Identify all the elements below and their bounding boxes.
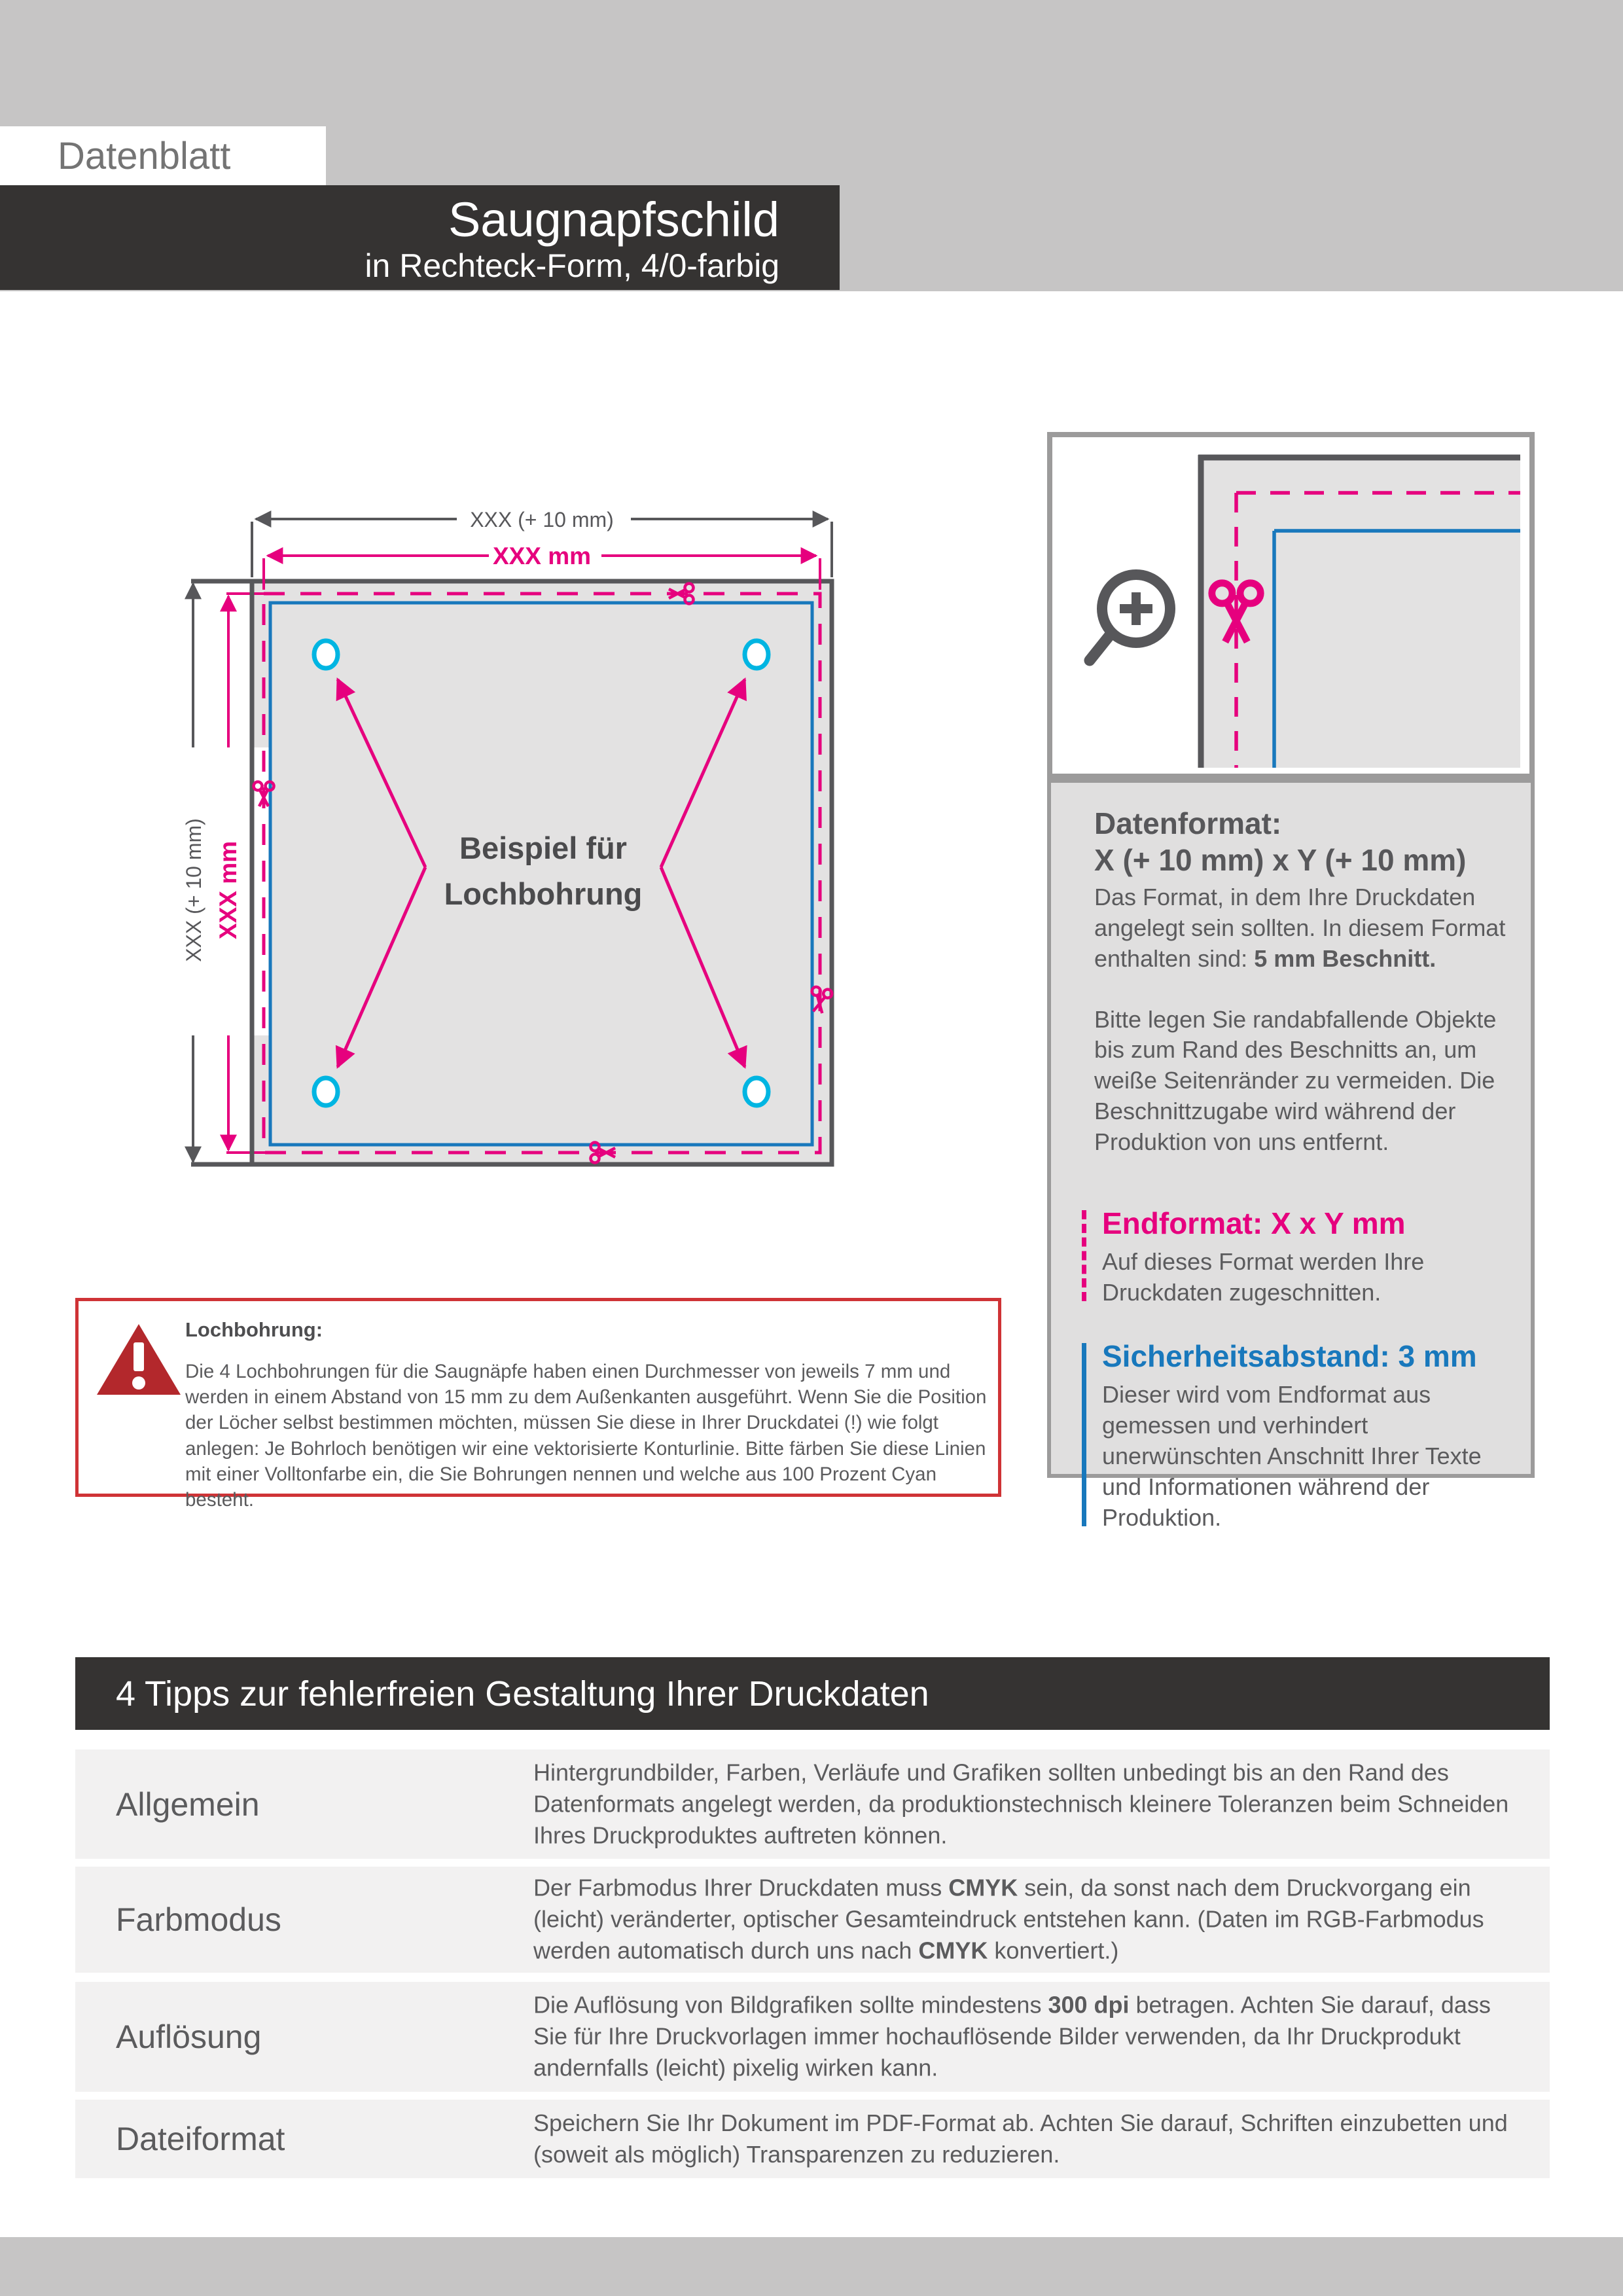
tip-row-farbmodus [75, 1867, 1550, 1973]
datenformat-heading: Datenformat: [1094, 806, 1282, 840]
drill-hole [314, 641, 338, 668]
endformat-heading: Endformat: X x Y mm [1102, 1206, 1406, 1240]
dim-label-inner-height: XXX mm [215, 840, 241, 940]
format-diagram [164, 497, 857, 1178]
tip-body: Speichern Sie Ihr Dokument im PDF-Format ab. Achten Sie darauf, Schriften einzubetten und (soweit als möglich) Transparenzen zu reduzieren. [533, 2109, 1508, 2168]
lochbohrung-warning-box [75, 1298, 1001, 1511]
tip-body: Hintergrundbilder, Farben, Verläufe und Grafiken sollten unbedingt bis an den Rand des Datenformats angelegt werden, da produktionstechnisch kleinere Toleranzen beim Schneiden Ihres Druckproduktes auftreten können. [533, 1759, 1509, 1849]
zoom-detail-illustration [1052, 437, 1529, 774]
page-title: Saugnapfschild [448, 192, 779, 247]
tip-body: Die Auflösung von Bildgrafiken sollte mindestens 300 dpi betragen. Achten Sie darauf, dass Sie für Ihre Druckvorlagen immer hochauflösende Bilder verwenden, da Ihr Druckprodukt andernfalls (leicht) pixelig wirken kann. [533, 1991, 1491, 2082]
sicherheitsabstand-heading: Sicherheitsabstand: 3 mm [1102, 1339, 1477, 1374]
dim-label-inner-width: XXX mm [492, 543, 592, 569]
dim-label-outer-height: XXX (+ 10 mm) [182, 818, 205, 962]
tip-label: Auflösung [116, 2018, 262, 2055]
bleed-paragraph: Bitte legen Sie randabfallende Objekte bis zum Rand des Beschnitts an, um weiße Seitenränder zu vermeiden. Die Beschnittzugabe wird während der Produktion von uns entfernt. [1094, 1005, 1497, 1155]
kicker-label: Datenblatt [58, 134, 231, 177]
warning-paragraph: Die 4 Lochbohrungen für die Saugnäpfe haben einen Durchmesser von jeweils 7 mm und werden in einem Abstand von 15 mm zu dem Außenkanten ausgeführt. Wenn Sie die Position der Löcher selbst bestimmen möchten, müssen Sie diese in Ihrer Druckdatei (!) wie folgt anlegen: Je Bohrloch benötigen wir eine vektorisierte Konturlinie. Bitte färben Sie diese Linien mit einer Volltonfarbe ein, die Sie Bohrungen nennen und welche aus 100 Prozent Cyan besteht. [185, 1361, 987, 1511]
tips-banner [75, 1657, 1550, 1730]
zoom-detail-box [1047, 432, 1535, 779]
drill-hole [314, 1078, 338, 1105]
warning-heading: Lochbohrung: [185, 1318, 323, 1341]
dim-label-outer-width: XXX (+ 10 mm) [470, 508, 614, 531]
diagram-center-label: Lochbohrung [444, 876, 643, 911]
datenformat-paragraph: Das Format, in dem Ihre Druckdaten angelegt sein sollten. In diesem Format enthalten sind: 5 mm Beschnitt. [1094, 884, 1506, 972]
warning-triangle-icon [95, 1322, 183, 1397]
tips-banner-label: 4 Tipps zur fehlerfreien Gestaltung Ihrer Druckdaten [116, 1674, 929, 1713]
bleed-area [252, 581, 832, 1164]
datenformat-formula: X (+ 10 mm) x Y (+ 10 mm) [1094, 843, 1467, 878]
footer-gray-band [0, 2237, 1623, 2296]
tip-row-dateiformat [75, 2100, 1550, 2178]
tip-row-aufloesung [75, 1982, 1550, 2092]
tip-label: Dateiformat [116, 2121, 285, 2157]
info-panel [1047, 779, 1535, 1531]
sicherheitsabstand-paragraph: Dieser wird vom Endformat aus gemessen und verhindert unerwünschten Anschnitt Ihrer Texte und Informationen während der Produktion. [1102, 1381, 1482, 1531]
magnifier-plus-icon [1090, 575, 1170, 660]
tip-label: Farbmodus [116, 1901, 281, 1938]
title-banner [0, 185, 840, 290]
diagram-center-label: Beispiel für [459, 831, 627, 865]
endformat-block [1094, 1205, 1511, 1308]
tip-body: Der Farbmodus Ihrer Druckdaten muss CMYK sein, da sonst nach dem Druckvorgang ein (leicht) veränderter, optischer Gesamteindruck entstehen kann. (Daten im RGB-Farbmodus werden automatisch durch uns nach CMYK konvertiert.) [533, 1874, 1484, 1965]
sicherheitsabstand-block [1094, 1338, 1511, 1533]
tip-label: Allgemein [116, 1785, 260, 1823]
tip-row-allgemein [75, 1749, 1550, 1859]
drill-hole [745, 1078, 768, 1105]
drill-hole [745, 641, 768, 668]
page-subtitle: in Rechteck-Form, 4/0-farbig [365, 247, 779, 284]
kicker-box [0, 126, 326, 185]
endformat-paragraph: Auf dieses Format werden Ihre Druckdaten zugeschnitten. [1102, 1247, 1425, 1306]
